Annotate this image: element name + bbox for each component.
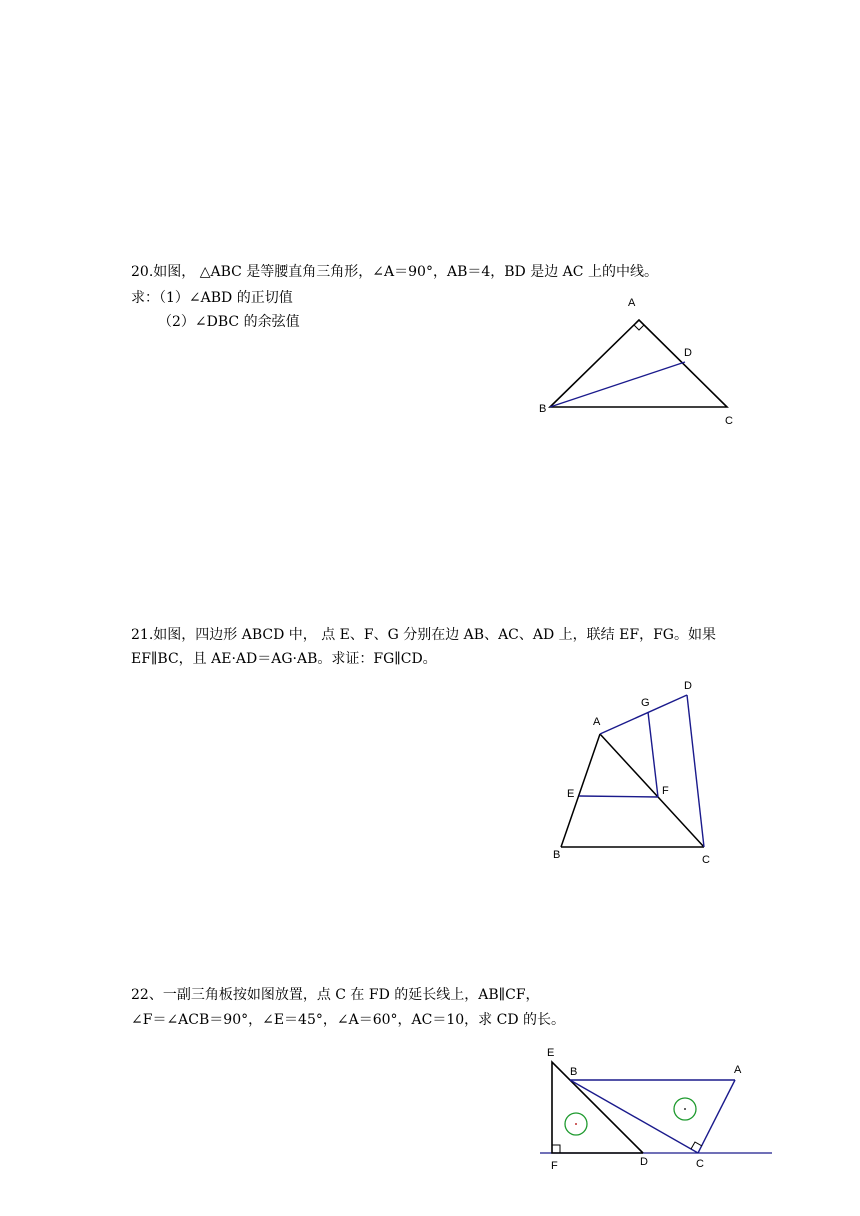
problem-21-figure [540,675,740,875]
problem-20-figure [530,290,750,430]
side-a-c [698,1080,735,1153]
problem-21-line-2: EF∥BC，且 AE·AD＝AG·AB。求证：FG∥CD。 [131,651,437,667]
triangle-marker-dot-right [684,1108,686,1110]
triangle-marker-dot-left [575,1123,577,1125]
label-f: F [662,785,669,797]
label-c: C [702,854,710,866]
problem-20-line-3: （2）∠DBC 的余弦值 [158,314,300,330]
label-g: G [641,697,650,709]
label-f: F [551,1160,558,1172]
median-bd [550,362,685,407]
label-b: B [570,1066,578,1078]
triangle-efd [552,1062,643,1153]
label-d: D [684,680,692,692]
right-angle-mark-f [552,1145,560,1153]
label-a: A [593,716,601,728]
problem-22-figure [530,1040,780,1180]
label-e: E [547,1047,555,1059]
side-d-c [687,695,704,847]
label-b: B [553,849,561,861]
label-c: C [725,415,733,427]
label-d: D [684,347,692,359]
label-a: A [628,297,636,309]
segment-f-g [648,712,658,797]
triangle-abc [550,320,727,407]
side-b-c [570,1080,698,1153]
problem-20-line-1: 20.如图， △ABC 是等腰直角三角形，∠A＝90°，AB＝4，BD 是边 AC 上的中线。 [131,264,658,280]
label-b: B [539,403,547,415]
label-a: A [734,1064,742,1076]
problem-22-line-1: 22、一副三角板按如图放置，点 C 在 FD 的延长线上，AB∥CF， [131,987,540,1003]
problem-22-line-2: ∠F＝∠ACB＝90°，∠E＝45°，∠A＝60°，AC＝10，求 CD 的长。 [131,1012,565,1028]
problem-20-line-2: 求：（1）∠ABD 的正切值 [131,290,293,306]
label-d: D [640,1156,648,1168]
segment-e-f [579,796,658,797]
label-e: E [567,788,575,800]
label-c: C [696,1158,704,1170]
problem-21-line-1: 21.如图，四边形 ABCD 中， 点 E、F、G 分别在边 AB、AC、AD 上，联结 EF，FG。如果 [131,627,716,643]
right-angle-mark-a [634,325,644,330]
